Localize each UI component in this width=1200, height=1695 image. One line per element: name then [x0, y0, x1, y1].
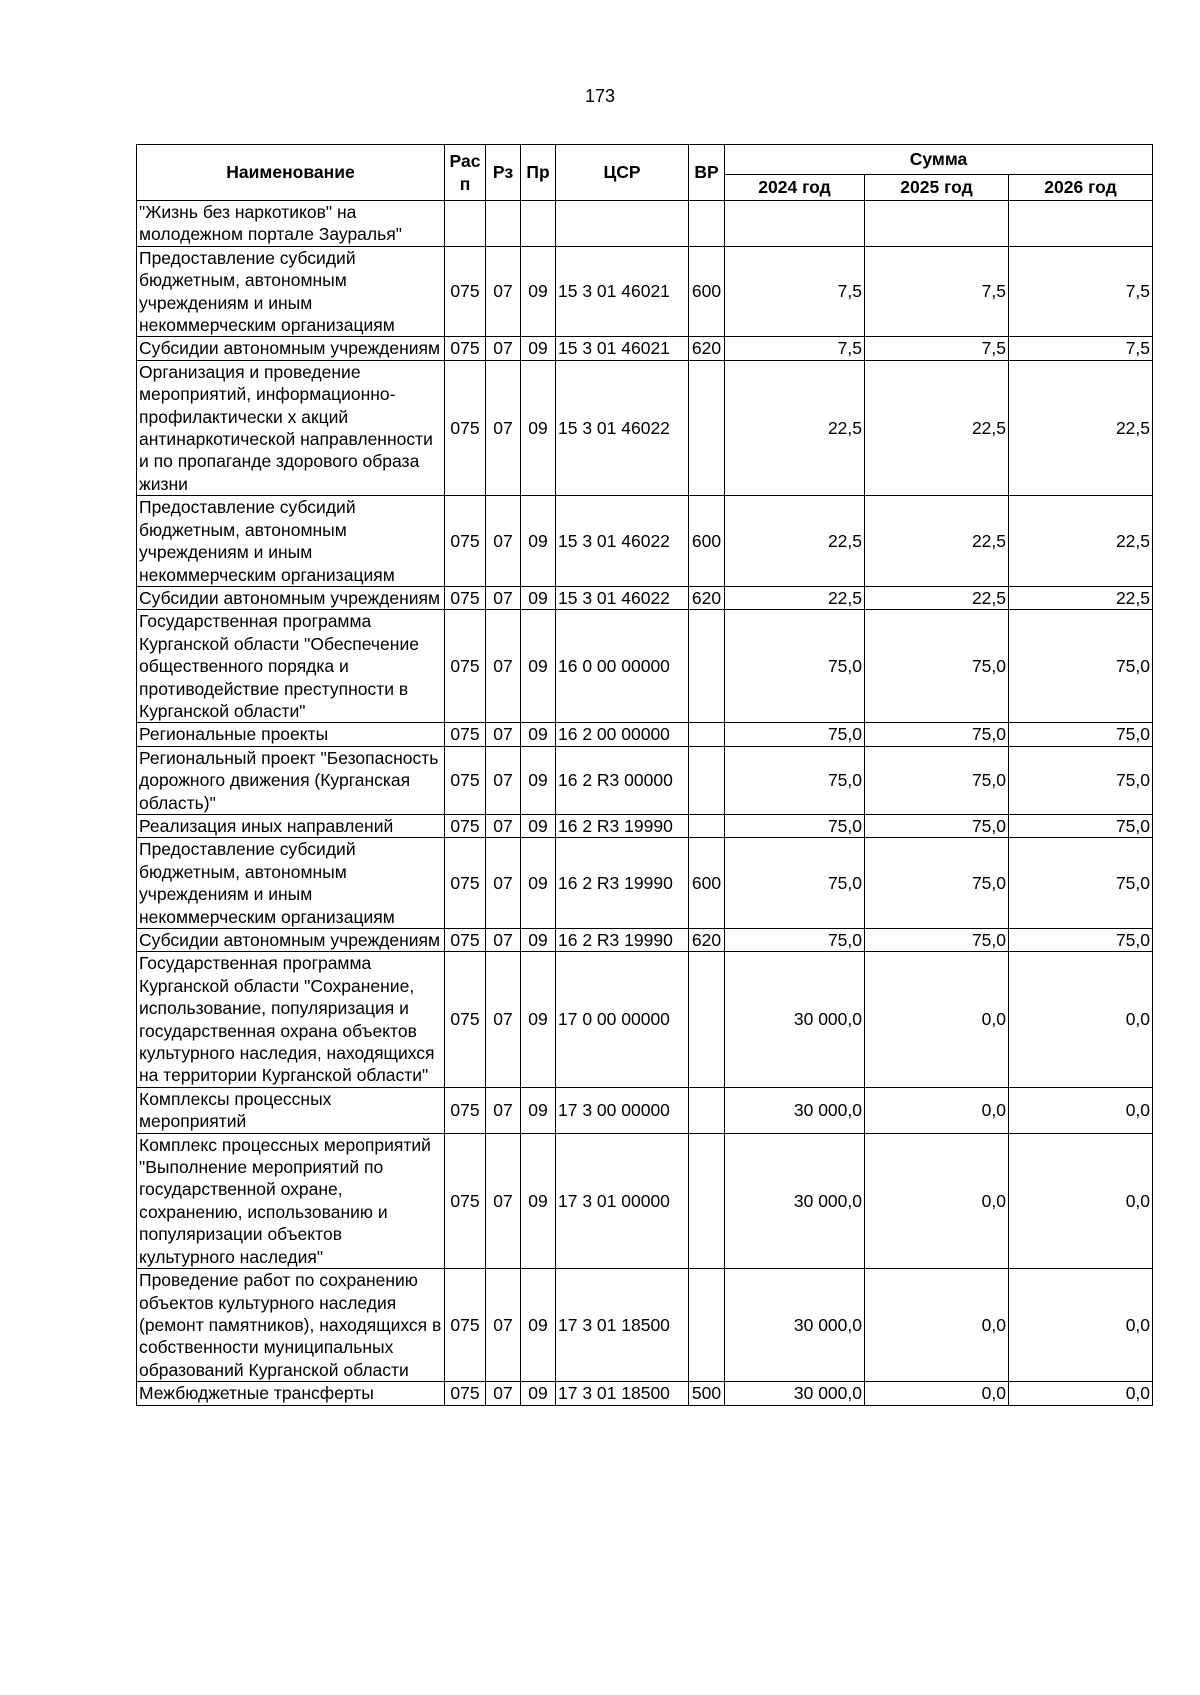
table-row — [137, 838, 1153, 929]
row-pr: 09 — [521, 1087, 556, 1133]
table-row — [137, 496, 1153, 587]
row-rz: 07 — [486, 952, 521, 1087]
row-rz: 07 — [486, 746, 521, 814]
row-csr: 17 3 01 18500 — [556, 1269, 689, 1382]
row-sum-2026: 0,0 — [1009, 952, 1153, 1087]
header-csr: ЦСР — [556, 145, 689, 201]
row-rasp: 075 — [445, 746, 486, 814]
row-sum-2026: 22,5 — [1009, 496, 1153, 587]
table-header — [137, 145, 1153, 201]
row-sum-2026: 75,0 — [1009, 723, 1153, 746]
row-rz: 07 — [486, 337, 521, 360]
row-sum-2024: 30 000,0 — [725, 1269, 865, 1382]
row-csr: 17 3 01 00000 — [556, 1133, 689, 1268]
row-sum-2024: 22,5 — [725, 496, 865, 587]
row-vr — [689, 746, 725, 814]
header-name: Наименование — [137, 145, 445, 201]
row-sum-2024: 30 000,0 — [725, 1087, 865, 1133]
row-csr: 15 3 01 46021 — [556, 337, 689, 360]
table-row — [137, 723, 1153, 746]
row-pr: 09 — [521, 586, 556, 609]
row-csr: 15 3 01 46021 — [556, 246, 689, 337]
table-row — [137, 586, 1153, 609]
row-vr — [689, 952, 725, 1087]
row-sum-2026: 0,0 — [1009, 1087, 1153, 1133]
row-vr: 500 — [689, 1382, 725, 1405]
table-row — [137, 246, 1153, 337]
row-sum-2025: 75,0 — [865, 929, 1009, 952]
table-row — [137, 1133, 1153, 1268]
row-sum-2025: 7,5 — [865, 337, 1009, 360]
row-csr: 15 3 01 46022 — [556, 586, 689, 609]
row-vr — [689, 723, 725, 746]
row-rasp: 075 — [445, 1133, 486, 1268]
row-pr: 09 — [521, 746, 556, 814]
row-rasp: 075 — [445, 1382, 486, 1405]
row-sum-2025: 22,5 — [865, 496, 1009, 587]
row-csr: 16 2 R3 19990 — [556, 929, 689, 952]
row-rasp: 075 — [445, 586, 486, 609]
row-sum-2024: 30 000,0 — [725, 952, 865, 1087]
row-csr: 15 3 01 46022 — [556, 496, 689, 587]
header-year-2026: 2026 год — [1009, 175, 1153, 201]
page-number: 173 — [584, 86, 616, 106]
row-rasp: 075 — [445, 610, 486, 723]
row-name: Предоставление субсидий бюджетным, автономным учреждениям и иным некоммерческим организациям — [137, 496, 445, 587]
header-year-2024: 2024 год — [725, 175, 865, 201]
row-rasp: 075 — [445, 723, 486, 746]
row-pr: 09 — [521, 838, 556, 929]
row-vr: 600 — [689, 496, 725, 587]
row-vr — [689, 1087, 725, 1133]
row-csr: 15 3 01 46022 — [556, 360, 689, 495]
row-sum-2025: 75,0 — [865, 838, 1009, 929]
row-name: Субсидии автономным учреждениям — [137, 586, 445, 609]
row-csr: 16 0 00 00000 — [556, 610, 689, 723]
row-rasp: 075 — [445, 952, 486, 1087]
row-rz — [486, 201, 521, 247]
row-csr: 16 2 R3 00000 — [556, 746, 689, 814]
row-name: Региональный проект "Безопасность дорожного движения (Курганская область)" — [137, 746, 445, 814]
row-pr: 09 — [521, 246, 556, 337]
row-sum-2026 — [1009, 201, 1153, 247]
row-name: Организация и проведение мероприятий, информационно-профилактически х акций антинаркотической направленности и по пропаганде здорового образа жизни — [137, 360, 445, 495]
table-row — [137, 360, 1153, 495]
row-sum-2026: 75,0 — [1009, 746, 1153, 814]
row-csr: 16 2 R3 19990 — [556, 814, 689, 837]
row-sum-2026: 0,0 — [1009, 1382, 1153, 1405]
table-body — [137, 201, 1153, 1406]
header-rz: Рз — [486, 145, 521, 201]
header-pr: Пр — [521, 145, 556, 201]
row-sum-2024: 7,5 — [725, 337, 865, 360]
row-rz: 07 — [486, 496, 521, 587]
row-pr: 09 — [521, 814, 556, 837]
row-pr: 09 — [521, 952, 556, 1087]
row-rz: 07 — [486, 1269, 521, 1382]
row-vr: 620 — [689, 586, 725, 609]
row-name: Комплекс процессных мероприятий "Выполнение мероприятий по государственной охране, сохранению, использованию и популяризации объектов культурного наследия" — [137, 1133, 445, 1268]
row-sum-2025: 0,0 — [865, 1382, 1009, 1405]
row-sum-2024: 7,5 — [725, 246, 865, 337]
row-sum-2024: 75,0 — [725, 838, 865, 929]
row-sum-2025: 0,0 — [865, 1133, 1009, 1268]
table-row — [137, 1087, 1153, 1133]
row-rz: 07 — [486, 360, 521, 495]
row-pr: 09 — [521, 1133, 556, 1268]
row-name: "Жизнь без наркотиков" на молодежном портале Зауралья" — [137, 201, 445, 247]
row-sum-2025: 0,0 — [865, 1087, 1009, 1133]
table-row — [137, 1269, 1153, 1382]
row-rasp: 075 — [445, 838, 486, 929]
row-sum-2026: 0,0 — [1009, 1133, 1153, 1268]
row-sum-2026: 7,5 — [1009, 246, 1153, 337]
row-name: Региональные проекты — [137, 723, 445, 746]
row-rasp: 075 — [445, 929, 486, 952]
row-sum-2026: 75,0 — [1009, 929, 1153, 952]
row-sum-2024 — [725, 201, 865, 247]
table-row — [137, 746, 1153, 814]
row-sum-2025: 22,5 — [865, 586, 1009, 609]
row-name: Предоставление субсидий бюджетным, автономным учреждениям и иным некоммерческим организациям — [137, 246, 445, 337]
header-rasp: Рас п — [445, 145, 486, 201]
row-pr: 09 — [521, 337, 556, 360]
row-rasp: 075 — [445, 246, 486, 337]
row-rasp: 075 — [445, 814, 486, 837]
row-vr: 620 — [689, 929, 725, 952]
row-rz: 07 — [486, 586, 521, 609]
row-sum-2025: 75,0 — [865, 723, 1009, 746]
row-name: Комплексы процессных мероприятий — [137, 1087, 445, 1133]
row-sum-2024: 22,5 — [725, 360, 865, 495]
row-sum-2024: 30 000,0 — [725, 1133, 865, 1268]
row-vr — [689, 1269, 725, 1382]
row-rz: 07 — [486, 1087, 521, 1133]
row-sum-2025: 0,0 — [865, 1269, 1009, 1382]
row-rz: 07 — [486, 246, 521, 337]
row-csr: 17 0 00 00000 — [556, 952, 689, 1087]
row-sum-2026: 75,0 — [1009, 838, 1153, 929]
row-rasp — [445, 201, 486, 247]
row-name: Межбюджетные трансферты — [137, 1382, 445, 1405]
row-name: Субсидии автономным учреждениям — [137, 337, 445, 360]
row-rasp: 075 — [445, 496, 486, 587]
row-vr — [689, 360, 725, 495]
row-vr: 600 — [689, 246, 725, 337]
row-vr — [689, 610, 725, 723]
row-csr: 16 2 R3 19990 — [556, 838, 689, 929]
table-row — [137, 814, 1153, 837]
row-vr — [689, 1133, 725, 1268]
row-name: Реализация иных направлений — [137, 814, 445, 837]
row-sum-2026: 75,0 — [1009, 814, 1153, 837]
row-name: Субсидии автономным учреждениям — [137, 929, 445, 952]
row-sum-2026: 0,0 — [1009, 1269, 1153, 1382]
header-sum: Сумма — [725, 145, 1153, 175]
table-row — [137, 201, 1153, 247]
row-vr: 620 — [689, 337, 725, 360]
row-rz: 07 — [486, 838, 521, 929]
row-pr: 09 — [521, 496, 556, 587]
table-row — [137, 1382, 1153, 1405]
row-rz: 07 — [486, 723, 521, 746]
row-sum-2025: 75,0 — [865, 610, 1009, 723]
row-rz: 07 — [486, 929, 521, 952]
row-rz: 07 — [486, 814, 521, 837]
row-sum-2025: 22,5 — [865, 360, 1009, 495]
row-csr: 17 3 00 00000 — [556, 1087, 689, 1133]
header-year-2025: 2025 год — [865, 175, 1009, 201]
table-row — [137, 929, 1153, 952]
row-pr: 09 — [521, 1382, 556, 1405]
row-rz: 07 — [486, 1382, 521, 1405]
row-rasp: 075 — [445, 1087, 486, 1133]
budget-table — [136, 144, 1153, 1406]
row-pr — [521, 201, 556, 247]
row-sum-2025: 75,0 — [865, 814, 1009, 837]
row-csr: 16 2 00 00000 — [556, 723, 689, 746]
row-sum-2026: 22,5 — [1009, 586, 1153, 609]
table-row — [137, 952, 1153, 1087]
row-csr: 17 3 01 18500 — [556, 1382, 689, 1405]
row-name: Предоставление субсидий бюджетным, автономным учреждениям и иным некоммерческим организациям — [137, 838, 445, 929]
row-rasp: 075 — [445, 1269, 486, 1382]
row-pr: 09 — [521, 929, 556, 952]
row-sum-2025: 0,0 — [865, 952, 1009, 1087]
row-pr: 09 — [521, 723, 556, 746]
row-sum-2025: 7,5 — [865, 246, 1009, 337]
row-sum-2024: 75,0 — [725, 929, 865, 952]
table-row — [137, 337, 1153, 360]
row-sum-2026: 7,5 — [1009, 337, 1153, 360]
row-name: Государственная программа Курганской области "Обеспечение общественного порядка и противодействие преступности в Курганской области" — [137, 610, 445, 723]
table-row — [137, 610, 1153, 723]
row-rasp: 075 — [445, 337, 486, 360]
row-sum-2025: 75,0 — [865, 746, 1009, 814]
row-name: Государственная программа Курганской области "Сохранение, использование, популяризация и государственная охрана объектов культурного наследия, находящихся на территории Курганской области" — [137, 952, 445, 1087]
row-sum-2026: 75,0 — [1009, 610, 1153, 723]
row-sum-2024: 75,0 — [725, 610, 865, 723]
row-vr — [689, 201, 725, 247]
row-csr — [556, 201, 689, 247]
row-sum-2024: 30 000,0 — [725, 1382, 865, 1405]
row-vr: 600 — [689, 838, 725, 929]
row-pr: 09 — [521, 360, 556, 495]
row-vr — [689, 814, 725, 837]
row-rasp: 075 — [445, 360, 486, 495]
row-sum-2024: 22,5 — [725, 586, 865, 609]
row-sum-2024: 75,0 — [725, 746, 865, 814]
row-sum-2025 — [865, 201, 1009, 247]
row-sum-2024: 75,0 — [725, 723, 865, 746]
row-pr: 09 — [521, 1269, 556, 1382]
row-pr: 09 — [521, 610, 556, 723]
row-rz: 07 — [486, 610, 521, 723]
row-rz: 07 — [486, 1133, 521, 1268]
header-vr: ВР — [689, 145, 725, 201]
row-name: Проведение работ по сохранению объектов культурного наследия (ремонт памятников), находящихся в собственности муниципальных образований Курганской области — [137, 1269, 445, 1382]
row-sum-2024: 75,0 — [725, 814, 865, 837]
row-sum-2026: 22,5 — [1009, 360, 1153, 495]
